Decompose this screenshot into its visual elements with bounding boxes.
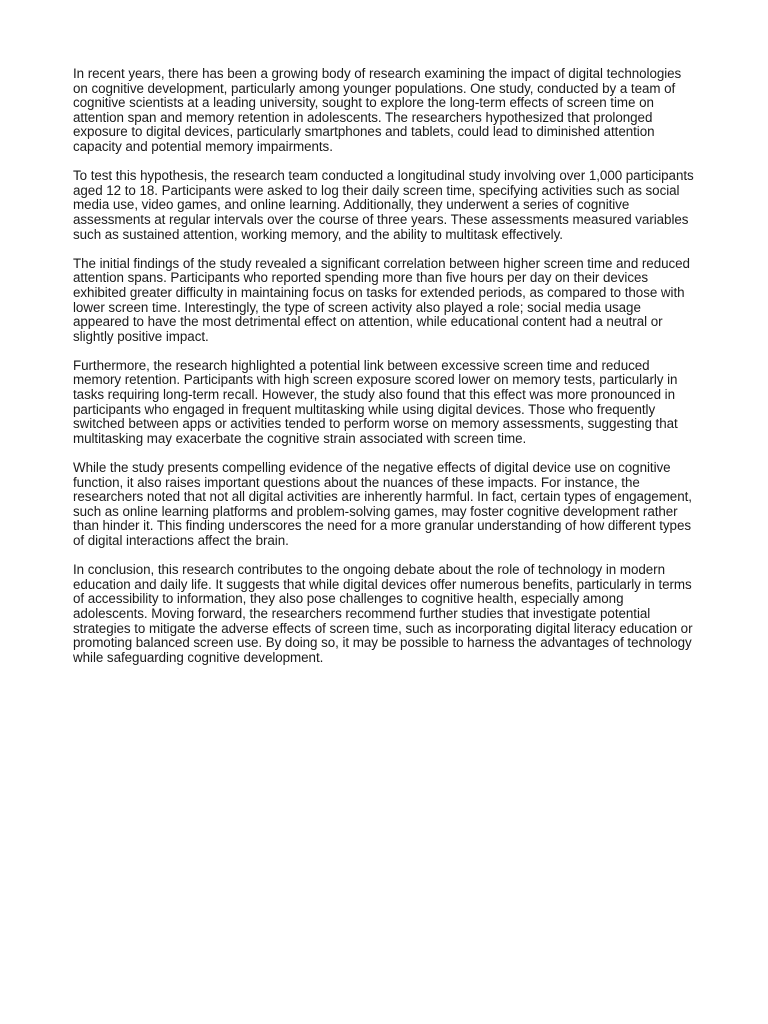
- paragraph-conclusion: In conclusion, this research contributes to the ongoing debate about the role of technology in modern education and daily life. It suggests that while digital devices offer numerous benefits, particularly in terms of accessibility to information, they also pose challenges to cognitive health, especially among adolescents. Moving forward, the researchers recommend further studies that investigate potential strategies to mitigate the adverse effects of screen time, such as incorporating digital literacy education or promoting balanced screen use. By doing so, it may be possible to harness the advantages of technology while safeguarding cognitive development.: [73, 562, 693, 665]
- paragraph-intro: In recent years, there has been a growing body of research examining the impact of digital technologies on cognitive development, particularly among younger populations. One study, conducted by a team of cognitive scientists at a leading university, sought to explore the long-term effects of screen time on attention span and memory retention in adolescents. The researchers hypothesized that prolonged exposure to digital devices, particularly smartphones and tablets, could lead to diminished attention capacity and potential memory impairments.: [73, 66, 682, 154]
- paragraph-nuances: While the study presents compelling evidence of the negative effects of digital device use on cognitive function, it also raises important questions about the nuances of these impacts. For instance, the researchers noted that not all digital activities are inherently harmful. In fact, certain types of engagement, such as online learning platforms and problem-solving games, may foster cognitive development rather than hinder it. This finding underscores the need for a more granular understanding of how different types of digital interactions affect the brain.: [73, 460, 692, 548]
- paragraph-methods: To test this hypothesis, the research team conducted a longitudinal study involving over 1,000 participants aged 12 to 18. Participants were asked to log their daily screen time, specifying activities such as social media use, video games, and online learning. Additionally, they underwent a series of cognitive assessments at regular intervals over the course of three years. These assessments measured variables such as sustained attention, working memory, and the ability to multitask effectively.: [73, 168, 694, 242]
- paragraph-findings-attention: The initial findings of the study revealed a significant correlation between higher screen time and reduced attention spans. Participants who reported spending more than five hours per day on their devices exhibited greater difficulty in maintaining focus on tasks for extended periods, as compared to those with lower screen time. Interestingly, the type of screen activity also played a role; social media usage appeared to have the most detrimental effect on attention, while educational content had a neutral or slightly positive impact.: [73, 255, 690, 344]
- paragraph-findings-memory: Furthermore, the research highlighted a potential link between excessive screen time and reduced memory retention. Participants with high screen exposure scored lower on memory tests, particularly in tasks requiring long-term recall. However, the study also found that this effect was more pronounced in participants who engaged in frequent multitasking while using digital devices. Those who frequently switched between apps or activities tended to perform worse on memory assessments, suggesting that multitasking may exacerbate the cognitive strain associated with screen time.: [73, 357, 678, 446]
- document-body: [73, 67, 699, 680]
